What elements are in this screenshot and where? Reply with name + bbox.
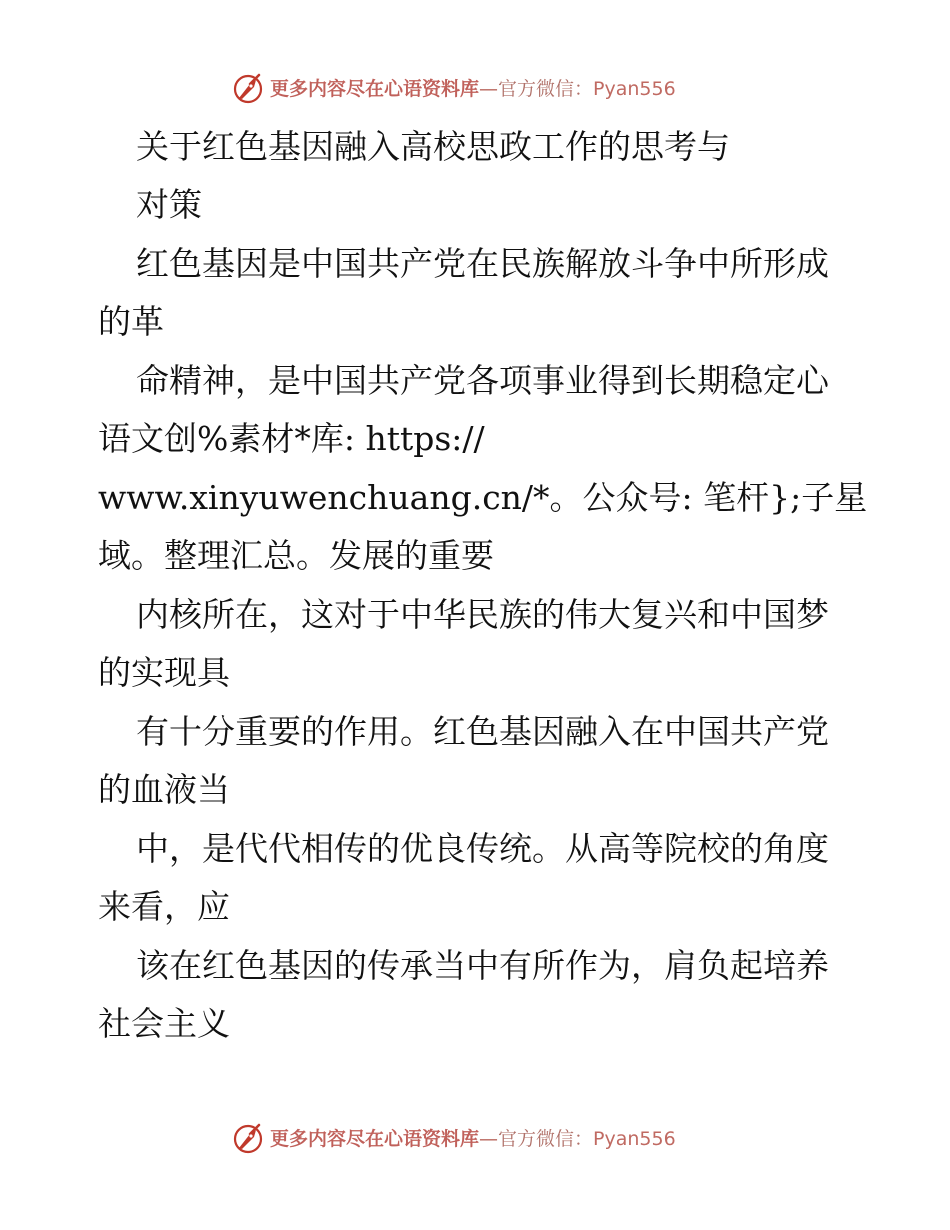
header-banner-text — [270, 78, 676, 100]
footer-banner — [0, 1120, 950, 1160]
paragraph-line: www.xinyuwenchuang.cn/*。公众号: 笔杆};子星 — [98, 478, 868, 517]
paragraph-line: 内核所在，这对于中华民族的伟大复兴和中国梦 — [136, 595, 829, 634]
pen-nib-logo-icon — [233, 1122, 265, 1154]
paragraph-line: 的革 — [98, 302, 164, 341]
header-banner — [0, 70, 950, 110]
footer-banner-id: Pyan556 — [593, 1128, 676, 1150]
paragraph-line: 语文创%素材*库: https:// — [98, 419, 485, 458]
footer-banner-dash: — — [479, 1128, 499, 1150]
paragraph-line: 的血液当 — [98, 770, 230, 809]
footer-banner-text — [270, 1128, 676, 1150]
footer-banner-main: 更多内容尽在心语资料库 — [270, 1128, 480, 1150]
paragraph-line: 的实现具 — [98, 653, 230, 692]
header-banner-dash: — — [479, 78, 499, 100]
footer-banner-side: 官方微信： — [498, 1128, 594, 1150]
document-title-line-1: 关于红色基因融入高校思政工作的思考与 — [136, 127, 730, 166]
paragraph-line: 该在红色基因的传承当中有所作为，肩负起培养 — [136, 946, 829, 985]
paragraph-line: 社会主义 — [98, 1004, 230, 1043]
header-banner-side: 官方微信： — [498, 78, 594, 100]
paragraph-line: 红色基因是中国共产党在民族解放斗争中所形成 — [136, 244, 829, 283]
header-banner-id: Pyan556 — [593, 78, 676, 100]
paragraph-line: 中，是代代相传的优良传统。从高等院校的角度 — [136, 829, 829, 868]
paragraph-line: 来看，应 — [98, 887, 230, 926]
document-title-line-2: 对策 — [136, 185, 202, 224]
paragraph-line: 有十分重要的作用。红色基因融入在中国共产党 — [136, 712, 829, 751]
pen-nib-logo-icon — [233, 72, 265, 104]
header-banner-main: 更多内容尽在心语资料库 — [270, 78, 480, 100]
paragraph-line: 命精神，是中国共产党各项事业得到长期稳定心 — [136, 361, 829, 400]
paragraph-line: 域。整理汇总。发展的重要 — [98, 536, 494, 575]
